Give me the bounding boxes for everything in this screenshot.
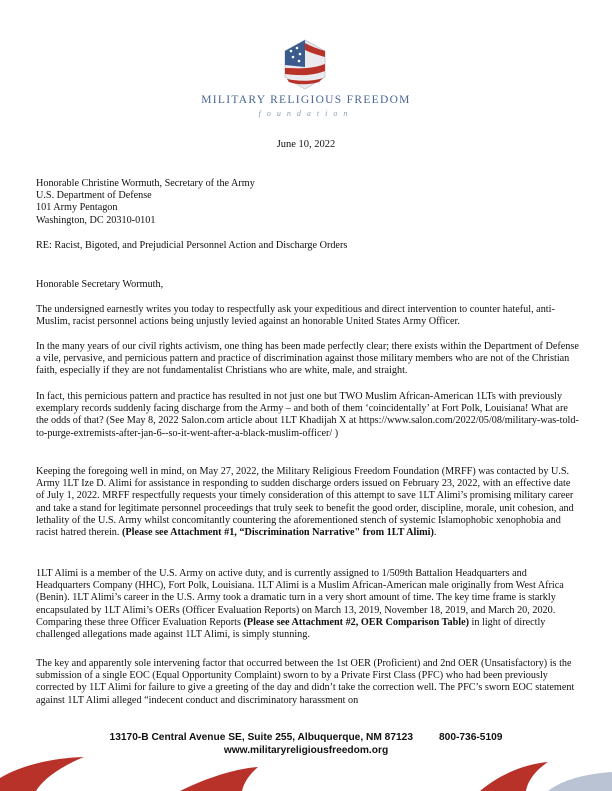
footer-phone: 800-736-5109 <box>439 732 503 743</box>
paragraph-4 <box>36 466 581 539</box>
paragraph-6: The key and apparently sole intervening factor that occurred between the 1st OER (Proficient) and 2nd OER (Unsatisfactory) is the submission of a single EOC (Equal Opportunity Complaint) sworn to by a Private First Class (PFC) who had been previously corrected by 1LT Alimi for failure to give a greeting of the day and didn’t take the correction well. The PFC’s sworn EOC statement against 1LT Alimi alleged “indecent conduct and discriminatory harassment on <box>36 658 575 706</box>
footer-address-line <box>0 731 612 744</box>
paragraph-3: In fact, this pernicious pattern and practice has resulted in not just one but TWO Muslim African-American 1LTs with previously exemplary records suddenly facing discharge from the Army – and both of them ‘coincidentally’ at Fort Polk, Louisiana! What are the odds of that? (See May 8, 2022 Salon.com article about 1LT Khadijah X at https://www.salon.com/2022/05/08/military-was-told-to-purge-extremists-after-jan-6--so-it-went-after-a-black-muslim-officer/ ) <box>36 391 579 439</box>
footer-address: 13170-B Central Avenue SE, Suite 255, Albuquerque, NM 87123 <box>109 732 413 743</box>
letter-date: June 10, 2022 <box>276 139 336 150</box>
footer-website: www.militaryreligiousfreedom.org <box>223 745 389 756</box>
recipient-line: 101 Army Pentagon <box>36 202 118 214</box>
paragraph-4-end: . <box>433 527 437 539</box>
letterhead-footer <box>0 731 612 757</box>
paragraph-4-text: Keeping the foregoing well in mind, on May 27, 2022, the Military Religious Freedom Foundation (MRFF) was contacted by U.S. Army 1LT Ize D. Alimi for assistance in responding to sudden discharge orders issued on February 23, 2022, with an effective date of July 1, 2022. MRFF respectfully requests your timely consideration of this attempt to save 1LT Alimi’s promising military career and take a stand for legitimate personnel proceedings that truly seek to benefit the good order, discipline, morale, unit cohesion, and lethality of the U.S. Army whilst concomitantly countering the aforementioned stench of systemic Islamophobic xenophobia and racist hatred therein. <box>36 466 574 539</box>
org-subtitle: foundation <box>258 109 354 118</box>
paragraph-5-text: 1LT Alimi is a member of the U.S. Army on active duty, and is currently assigned to 1/509th Battalion Headquarters and Headquarters Company (HHC), Fort Polk, Louisiana. 1LT Alimi is a Muslim African-American male originally from West Africa (Benin). 1LT Alimi’s career in the U.S. Army took a dramatic turn in a very short amount of time. The key time frame is starkly encapsulated by 1LT Alimi’s OERs (Officer Evaluation Reports) on March 13, 2019, November 18, 2019, and March 20, 2020. Comparing these three Officer Evaluation Reports <box>36 568 564 628</box>
paragraph-5-end: in light of directly challenged allegations made against 1LT Alimi, is simply stunning. <box>36 616 546 641</box>
attachment-1-reference: (Please see Attachment #1, “Discrimination Narrative" from 1LT Alimi) <box>122 527 434 539</box>
recipient-line: Honorable Christine Wormuth, Secretary of the Army <box>36 178 255 189</box>
recipient-line: U.S. Department of Defense <box>36 190 152 202</box>
org-name: MILITARY RELIGIOUS FREEDOM <box>201 94 411 106</box>
re-line: RE: Racist, Bigoted, and Prejudicial Personnel Action and Discharge Orders <box>36 240 348 251</box>
paragraph-2: In the many years of our civil rights activism, one thing has been made perfectly clear; there exists within the Department of Defense a vile, pervasive, and pernicious pattern and practice of discrimination against those military members who are not of the Christian faith, especially if they are not fundamentalist Christians who are white, male, and straight. <box>36 341 579 377</box>
recipient-line: Washington, DC 20310-0101 <box>36 214 156 226</box>
attachment-2-reference: (Please see Attachment #2, OER Comparison Table) <box>243 616 469 628</box>
mrff-logo-icon <box>279 37 331 93</box>
paragraph-1: The undersigned earnestly writes you today to respectfully ask your expeditious and direct intervention to counter hateful, anti-Muslim, racist personnel actions being unjustly levied against an honorable United States Army Officer. <box>36 304 555 328</box>
paragraph-5 <box>36 568 581 641</box>
recipient-address <box>36 178 581 227</box>
salutation: Honorable Secretary Wormuth, <box>36 279 164 290</box>
